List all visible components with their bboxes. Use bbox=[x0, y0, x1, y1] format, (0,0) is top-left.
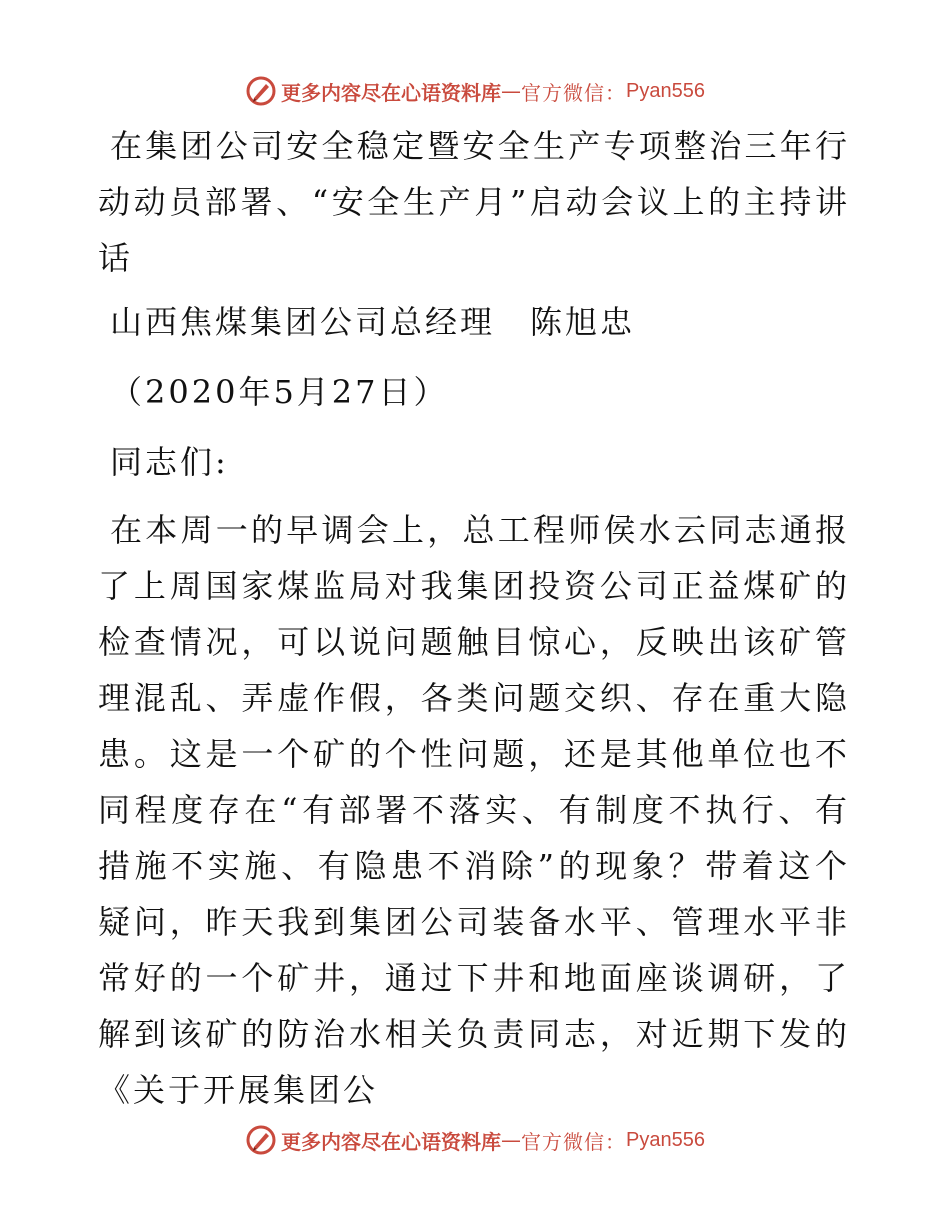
footer-site-name: 更多内容尽在心语资料库 bbox=[281, 1129, 502, 1154]
pen-logo-icon bbox=[245, 75, 277, 107]
header-separator: — bbox=[501, 79, 522, 103]
footer-separator: — bbox=[501, 1128, 522, 1152]
document-paragraph: 在本周一的早调会上，总工程师侯水云同志通报了上周国家煤监局对我集团投资公司正益煤矿的检查情况，可以说问题触目惊心，反映出该矿管理混乱、弄虚作假，各类问题交织、存在重大隐患。这是一个矿的个性问题，还是其他单位也不同程度存在“有部署不落实、有制度不执行、有措施不实施、有隐患不消除”的现象？带着这个疑问，昨天我到集团公司装备水平、管理水平非常好的一个矿井，通过下井和地面座谈调研，了解到该矿的防治水相关负责同志，对近期下发的《关于开展集团公 bbox=[98, 511, 850, 1109]
document-author: 山西焦煤集团公司总经理 陈旭忠 bbox=[110, 303, 636, 341]
document-greeting: 同志们: bbox=[110, 443, 229, 481]
header-wechat-label: 官方微信： bbox=[521, 80, 627, 105]
footer-wechat-label: 官方微信： bbox=[521, 1129, 627, 1154]
document-body bbox=[98, 118, 850, 1118]
document-title-text: 在集团公司安全稳定暨安全生产专项整治三年行动动员部署、“安全生产月”启动会议上的主持讲话 bbox=[98, 127, 850, 277]
footer-wechat-id: Pyan556 bbox=[626, 1128, 705, 1151]
header-wechat-id: Pyan556 bbox=[626, 79, 705, 102]
footer-banner bbox=[0, 1120, 950, 1160]
header-site-name: 更多内容尽在心语资料库 bbox=[281, 80, 502, 105]
pen-logo-icon bbox=[245, 1124, 277, 1156]
document-date: （2020年5月27日） bbox=[110, 373, 449, 411]
header-banner bbox=[0, 71, 950, 111]
document-title bbox=[98, 118, 850, 286]
